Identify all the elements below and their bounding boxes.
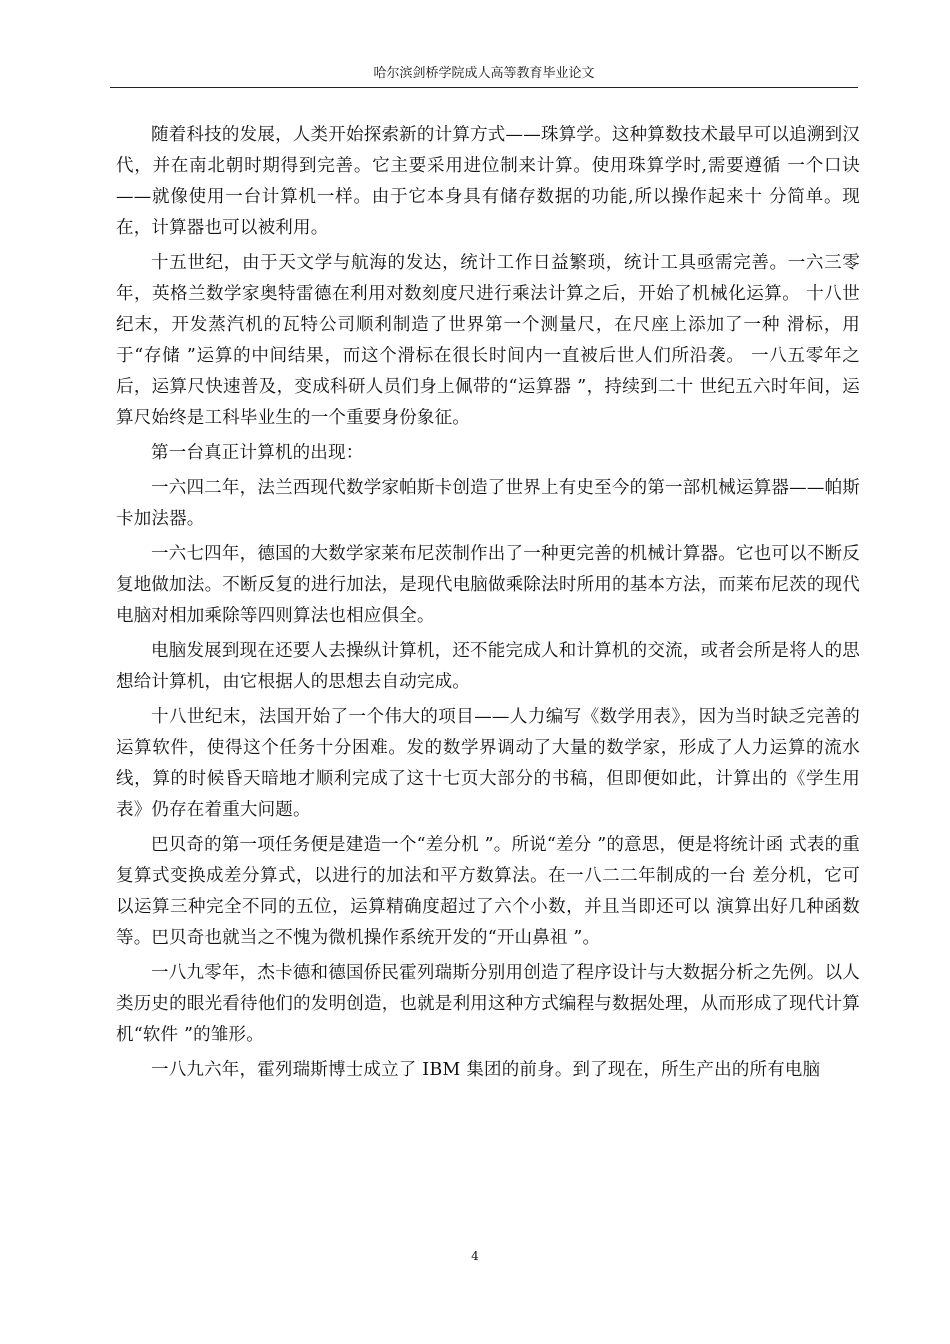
paragraph: 一六七四年，德国的大数学家莱布尼茨制作出了一种更完善的机械计算器。它也可以不断反复地做加法。不断反复的进行加法，是现代电脑做乘除法时所用的基本方法，而莱布尼茨的现代电脑对相加乘除等四则算法也相应俱全。 [116,544,860,626]
paragraph: 电脑发展到现在还要人去操纵计算机，还不能完成人和计算机的交流，或者会所是将人的思想给计算机，由它根据人的思想去自动完成。 [116,641,860,692]
paragraph: 十五世纪，由于天文学与航海的发达，统计工作日益繁琐，统计工具亟需完善。一六三零年，英格兰数学家奥特雷德在利用对数刻度尺进行乘法计算之后，开始了机械化运算。 十八世纪末，开发蒸汽机的瓦特公司顺利制造了世界第一个测量尺，在尺座上添加了一种 滑标，用于“存储 ”运算的中间结果，而这个滑标在很长时间内一直被后世人们所沿袭。 一八五零年之后，运算尺快速普及，变成科研人员们身上佩带的“运算器 ”，持续到二十 世纪五六时年间，运算尺始终是工科毕业生的一个重要身份象征。 [116,253,860,428]
page-number: 4 [471,1249,479,1263]
paragraph: 一八九六年，霍列瑞斯博士成立了 IBM 集团的前身。到了现在，所生产出的所有电脑 [151,1060,821,1080]
paragraph: 随着科技的发展，人类开始探索新的计算方式——珠算学。这种算数技术最早可以追溯到汉代，并在南北朝时期得到完善。它主要采用进位制来计算。使用珠算学时,需要遵循 一个口诀——就像使用一台计算机一样。由于它本身具有储存数据的功能,所以操作起来十 分简单。现在，计算器也可以被利用。 [116,125,860,238]
page-header: 哈尔滨剑桥学院成人高等教育毕业论文 [373,66,595,81]
paragraph: 十八世纪末，法国开始了一个伟大的项目——人力编写《数学用表》，因为当时缺乏完善的运算软件，使得这个任务十分困难。发的数学界调动了大量的数学家，形成了人力运算的流水线，算的时候昏天暗地才顺利完成了这十七页大部分的书稿，但即便如此，计算出的《学生用表》仍存在着重大问题。 [116,707,860,820]
header-divider [110,87,858,88]
paragraph: 第一台真正计算机的出现： [151,443,364,463]
document-body [116,120,860,1090]
paragraph: 一六四二年，法兰西现代数学家帕斯卡创造了世界上有史至今的第一部机械运算器——帕斯卡加法器。 [116,478,860,529]
paragraph: 一八九零年，杰卡德和德国侨民霍列瑞斯分别用创造了程序设计与大数据分析之先例。以人类历史的眼光看待他们的发明创造，也就是利用这种方式编程与数据处理，从而形成了现代计算机“软件 ”的雏形。 [116,963,860,1045]
paragraph: 巴贝奇的第一项任务便是建造一个“差分机 ”。所说“差分 ”的意思，便是将统计函 式表的重复算式变换成差分算式，以进行的加法和平方数算法。在一八二二年制成的一台 差分机，它可以运算三种完全不同的五位，运算精确度超过了六个小数，并且当即还可以 演算出好几种函数等。巴贝奇也就当之不愧为微机操作系统开发的“开山鼻祖 ”。 [116,835,860,948]
